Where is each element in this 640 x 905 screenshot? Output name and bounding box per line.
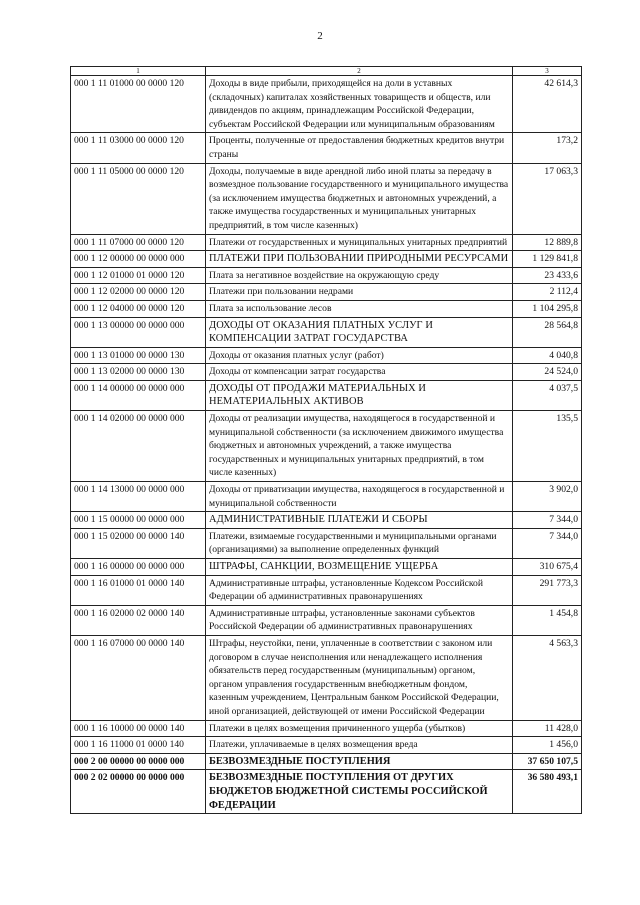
row-amount: 17 063,3 <box>513 163 582 234</box>
row-name: Доходы от приватизации имущества, находящегося в государственной и муниципальной собственности <box>206 482 513 512</box>
row-amount: 173,2 <box>513 133 582 163</box>
row-amount: 7 344,0 <box>513 512 582 529</box>
row-name: ШТРАФЫ, САНКЦИИ, ВОЗМЕЩЕНИЕ УЩЕРБА <box>206 559 513 576</box>
row-code: 000 1 16 10000 00 0000 140 <box>71 720 206 737</box>
row-amount: 4 563,3 <box>513 635 582 720</box>
row-code: 000 1 14 00000 00 0000 000 <box>71 380 206 410</box>
table-row <box>71 76 582 133</box>
row-amount: 28 564,8 <box>513 317 582 347</box>
row-code: 000 1 16 07000 00 0000 140 <box>71 635 206 720</box>
table-row <box>71 482 582 512</box>
column-header-name: 2 <box>206 67 513 76</box>
row-amount: 11 428,0 <box>513 720 582 737</box>
row-code: 000 1 16 11000 01 0000 140 <box>71 737 206 754</box>
table-row <box>71 163 582 234</box>
row-name: Платежи при пользовании недрами <box>206 284 513 301</box>
row-code: 000 1 13 00000 00 0000 000 <box>71 317 206 347</box>
row-amount: 36 580 493,1 <box>513 770 582 814</box>
row-amount: 310 675,4 <box>513 559 582 576</box>
table-row <box>71 364 582 381</box>
row-code: 000 1 12 00000 00 0000 000 <box>71 251 206 268</box>
table-row <box>71 347 582 364</box>
row-name: Платежи, взимаемые государственными и муниципальными органами (организациями) за выполнение определенных функций <box>206 528 513 558</box>
column-header-amount: 3 <box>513 67 582 76</box>
row-code: 000 1 13 01000 00 0000 130 <box>71 347 206 364</box>
table-row <box>71 528 582 558</box>
row-amount: 291 773,3 <box>513 575 582 605</box>
row-code: 000 1 16 00000 00 0000 000 <box>71 559 206 576</box>
row-code: 000 1 12 04000 00 0000 120 <box>71 300 206 317</box>
table-row <box>71 720 582 737</box>
row-amount: 12 889,8 <box>513 234 582 251</box>
row-code: 000 1 14 13000 00 0000 000 <box>71 482 206 512</box>
table-row <box>71 575 582 605</box>
table-header-row <box>71 67 582 76</box>
row-amount: 4 040,8 <box>513 347 582 364</box>
row-name: Платежи от государственных и муниципальных унитарных предприятий <box>206 234 513 251</box>
row-code: 000 1 11 05000 00 0000 120 <box>71 163 206 234</box>
table-row <box>71 234 582 251</box>
table-row <box>71 512 582 529</box>
row-name: Штрафы, неустойки, пени, уплаченные в соответствии с законом или договором в случае неисполнения или ненадлежащего исполнения обязательств перед государственным (муниципальным) органом, органом управления государственным внебюджетным фондом, казенным учреждением, Центральным банком Российской Федерации, иной организацией, действующей от имени Российской Федерации <box>206 635 513 720</box>
row-name: Доходы, получаемые в виде арендной либо иной платы за передачу в возмездное пользование государственного и муниципального имущества (за исключением имущества бюджетных и автономных учреждений, а также имущества государственных и муниципальных унитарных предприятий, в том числе казенных) <box>206 163 513 234</box>
row-amount: 2 112,4 <box>513 284 582 301</box>
revenue-table <box>70 66 582 814</box>
row-name: Административные штрафы, установленные законами субъектов Российской Федерации об административных правонарушениях <box>206 605 513 635</box>
table-row <box>71 300 582 317</box>
row-amount: 42 614,3 <box>513 76 582 133</box>
row-amount: 3 902,0 <box>513 482 582 512</box>
table-row <box>71 317 582 347</box>
row-name: ДОХОДЫ ОТ ОКАЗАНИЯ ПЛАТНЫХ УСЛУГ И КОМПЕНСАЦИИ ЗАТРАТ ГОСУДАРСТВА <box>206 317 513 347</box>
table-row <box>71 251 582 268</box>
row-name: Проценты, полученные от предоставления бюджетных кредитов внутри страны <box>206 133 513 163</box>
row-code: 000 1 11 07000 00 0000 120 <box>71 234 206 251</box>
row-amount: 37 650 107,5 <box>513 753 582 770</box>
row-name: Доходы от реализации имущества, находящегося в государственной и муниципальной собственности (за исключением движимого имущества бюджетных и автономных учреждений, а также имущества государственных и муниципальных унитарных предприятий, в том числе казенных) <box>206 411 513 482</box>
row-amount: 1 129 841,8 <box>513 251 582 268</box>
row-name: Доходы от компенсации затрат государства <box>206 364 513 381</box>
row-name: ДОХОДЫ ОТ ПРОДАЖИ МАТЕРИАЛЬНЫХ И НЕМАТЕРИАЛЬНЫХ АКТИВОВ <box>206 380 513 410</box>
row-name: Доходы от оказания платных услуг (работ) <box>206 347 513 364</box>
table-row <box>71 635 582 720</box>
row-code: 000 1 14 02000 00 0000 000 <box>71 411 206 482</box>
table-row <box>71 380 582 410</box>
table-row <box>71 605 582 635</box>
row-code: 000 1 12 02000 00 0000 120 <box>71 284 206 301</box>
row-code: 000 2 02 00000 00 0000 000 <box>71 770 206 814</box>
row-code: 000 1 11 01000 00 0000 120 <box>71 76 206 133</box>
table-row <box>71 284 582 301</box>
page-number: 2 <box>317 30 323 42</box>
column-header-code: 1 <box>71 67 206 76</box>
row-code: 000 1 16 02000 02 0000 140 <box>71 605 206 635</box>
row-amount: 23 433,6 <box>513 267 582 284</box>
row-name: Платежи, уплачиваемые в целях возмещения вреда <box>206 737 513 754</box>
table-row <box>71 559 582 576</box>
row-amount: 4 037,5 <box>513 380 582 410</box>
row-name: Платежи в целях возмещения причиненного ущерба (убытков) <box>206 720 513 737</box>
row-name: Плата за использование лесов <box>206 300 513 317</box>
row-name: Административные штрафы, установленные Кодексом Российской Федерации об административных правонарушениях <box>206 575 513 605</box>
row-code: 000 1 15 02000 00 0000 140 <box>71 528 206 558</box>
row-name: АДМИНИСТРАТИВНЫЕ ПЛАТЕЖИ И СБОРЫ <box>206 512 513 529</box>
row-name: Плата за негативное воздействие на окружающую среду <box>206 267 513 284</box>
row-name: БЕЗВОЗМЕЗДНЫЕ ПОСТУПЛЕНИЯ ОТ ДРУГИХ БЮДЖЕТОВ БЮДЖЕТНОЙ СИСТЕМЫ РОССИЙСКОЙ ФЕДЕРАЦИИ <box>206 770 513 814</box>
row-name: Доходы в виде прибыли, приходящейся на доли в уставных (складочных) капиталах хозяйственных товариществ и обществ, или дивидендов по акциям, принадлежащим Российской Федерации, субъектам Российской Федерации или муниципальным образованиям <box>206 76 513 133</box>
row-code: 000 1 11 03000 00 0000 120 <box>71 133 206 163</box>
table-row <box>71 133 582 163</box>
table-row <box>71 411 582 482</box>
row-amount: 7 344,0 <box>513 528 582 558</box>
row-amount: 1 104 295,8 <box>513 300 582 317</box>
row-code: 000 1 12 01000 01 0000 120 <box>71 267 206 284</box>
row-code: 000 1 16 01000 01 0000 140 <box>71 575 206 605</box>
table-row <box>71 753 582 770</box>
table-row <box>71 737 582 754</box>
table-row <box>71 770 582 814</box>
row-code: 000 1 13 02000 00 0000 130 <box>71 364 206 381</box>
row-name: БЕЗВОЗМЕЗДНЫЕ ПОСТУПЛЕНИЯ <box>206 753 513 770</box>
row-code: 000 2 00 00000 00 0000 000 <box>71 753 206 770</box>
row-code: 000 1 15 00000 00 0000 000 <box>71 512 206 529</box>
row-amount: 135,5 <box>513 411 582 482</box>
row-amount: 1 454,8 <box>513 605 582 635</box>
row-amount: 1 456,0 <box>513 737 582 754</box>
row-amount: 24 524,0 <box>513 364 582 381</box>
row-name: ПЛАТЕЖИ ПРИ ПОЛЬЗОВАНИИ ПРИРОДНЫМИ РЕСУРСАМИ <box>206 251 513 268</box>
table-row <box>71 267 582 284</box>
